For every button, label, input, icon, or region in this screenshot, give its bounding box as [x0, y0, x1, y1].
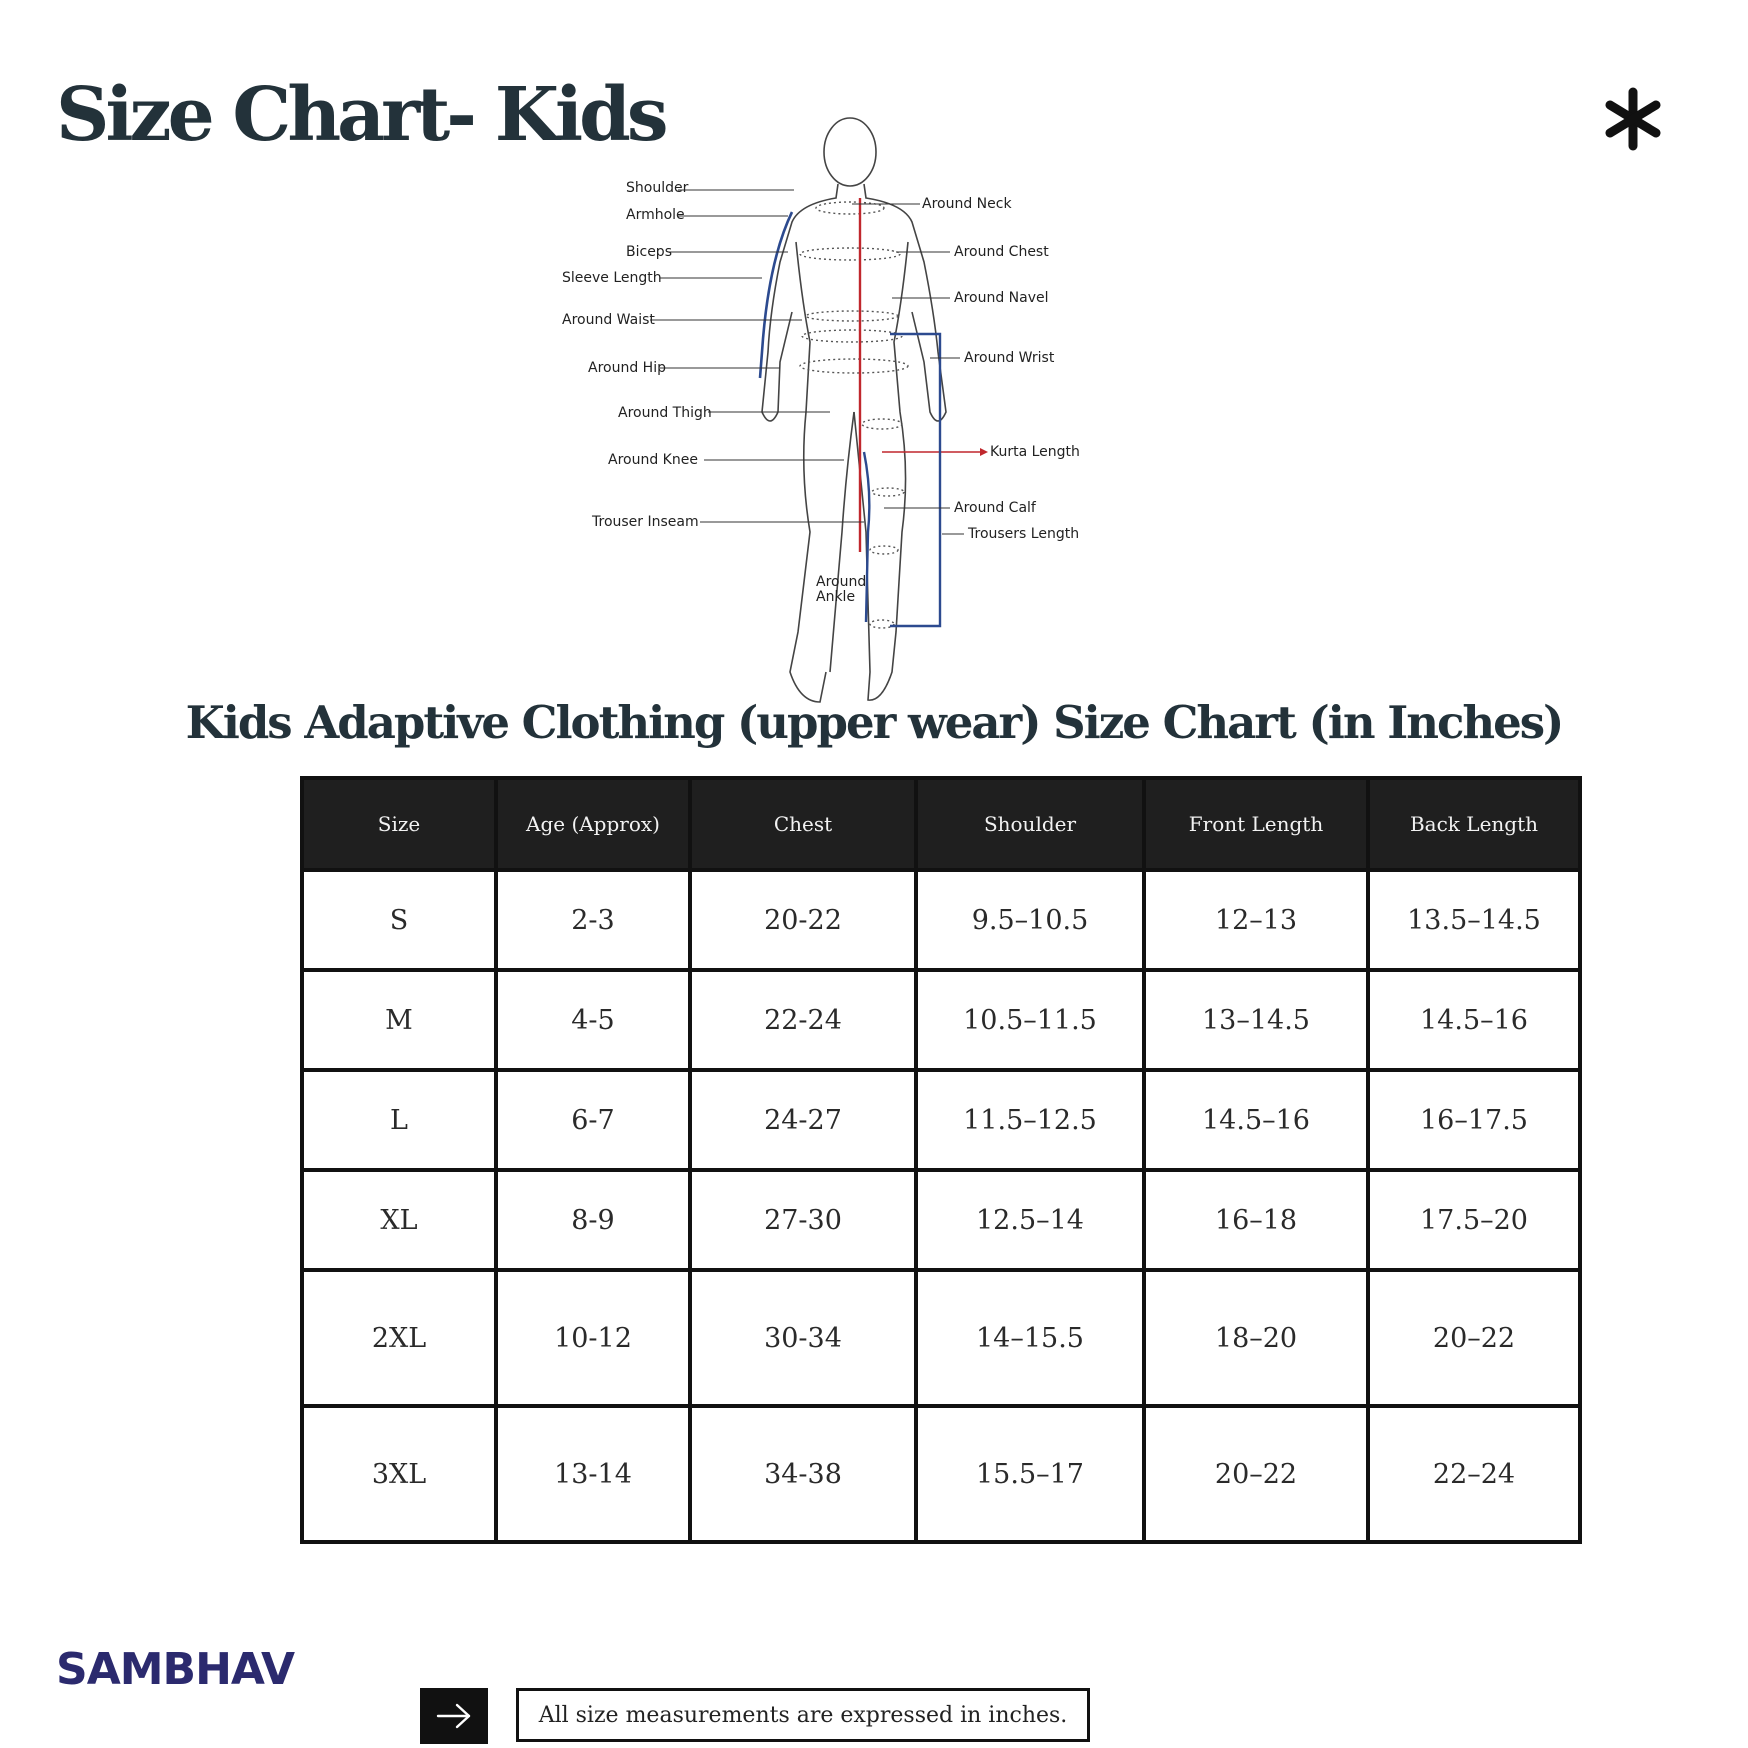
- body-outline: [762, 118, 946, 702]
- table-row: [302, 870, 1580, 970]
- label-around-navel: Around Navel: [954, 290, 1049, 306]
- cell-size: 3XL: [302, 1406, 496, 1542]
- cell-front-length: 12–13: [1144, 870, 1368, 970]
- cell-age: 10-12: [496, 1270, 690, 1406]
- arrow-right-icon: [435, 1701, 473, 1731]
- header-shoulder: Shoulder: [916, 778, 1144, 870]
- asterisk-icon: [1600, 86, 1666, 152]
- page-title: Size Chart- Kids: [56, 72, 665, 158]
- cell-back-length: 13.5–14.5: [1368, 870, 1580, 970]
- next-arrow-button[interactable]: [420, 1688, 488, 1744]
- label-trousers-length: Trousers Length: [968, 526, 1080, 542]
- cell-shoulder: 10.5–11.5: [916, 970, 1144, 1070]
- cell-back-length: 16–17.5: [1368, 1070, 1580, 1170]
- table-row: [302, 970, 1580, 1070]
- table-header-row: [302, 778, 1580, 870]
- label-armhole: Armhole: [626, 207, 685, 223]
- label-around-hip: Around Hip: [588, 360, 666, 376]
- cell-front-length: 14.5–16: [1144, 1070, 1368, 1170]
- cell-chest: 22-24: [690, 970, 916, 1070]
- cell-back-length: 20–22: [1368, 1270, 1580, 1406]
- cell-front-length: 13–14.5: [1144, 970, 1368, 1070]
- header-age: Age (Approx): [496, 778, 690, 870]
- header-size: Size: [302, 778, 496, 870]
- cell-size: 2XL: [302, 1270, 496, 1406]
- header-chest: Chest: [690, 778, 916, 870]
- label-sleeve-length: Sleeve Length: [562, 270, 662, 286]
- brand-logo: SAMBHAV: [56, 1644, 295, 1695]
- label-shoulder: Shoulder: [626, 180, 689, 196]
- cell-front-length: 20–22: [1144, 1406, 1368, 1542]
- measurement-note: All size measurements are expressed in inches.: [516, 1688, 1090, 1742]
- header-back-length: Back Length: [1368, 778, 1580, 870]
- header-front-length: Front Length: [1144, 778, 1368, 870]
- cell-age: 6-7: [496, 1070, 690, 1170]
- label-around-chest: Around Chest: [954, 244, 1049, 260]
- label-biceps: Biceps: [626, 244, 672, 260]
- cell-shoulder: 15.5–17: [916, 1406, 1144, 1542]
- cell-size: XL: [302, 1170, 496, 1270]
- cell-shoulder: 9.5–10.5: [916, 870, 1144, 970]
- label-around-knee: Around Knee: [608, 452, 698, 468]
- cell-front-length: 18–20: [1144, 1270, 1368, 1406]
- cell-age: 4-5: [496, 970, 690, 1070]
- cell-back-length: 14.5–16: [1368, 970, 1580, 1070]
- label-around-neck: Around Neck: [922, 196, 1012, 212]
- table-row: [302, 1406, 1580, 1542]
- cell-shoulder: 11.5–12.5: [916, 1070, 1144, 1170]
- table-title: Kids Adaptive Clothing (upper wear) Size Chart (in Inches): [185, 696, 1563, 749]
- cell-chest: 27-30: [690, 1170, 916, 1270]
- table-row: [302, 1070, 1580, 1170]
- label-kurta-length: Kurta Length: [990, 444, 1080, 460]
- cell-chest: 30-34: [690, 1270, 916, 1406]
- cell-size: S: [302, 870, 496, 970]
- label-around-ankle-1: Around: [816, 574, 867, 590]
- cell-back-length: 22–24: [1368, 1406, 1580, 1542]
- label-around-waist: Around Waist: [562, 312, 655, 328]
- label-trouser-inseam: Trouser Inseam: [592, 514, 699, 530]
- table-row: [302, 1270, 1580, 1406]
- cell-shoulder: 12.5–14: [916, 1170, 1144, 1270]
- cell-shoulder: 14–15.5: [916, 1270, 1144, 1406]
- body-measurement-figure: [562, 112, 1140, 712]
- cell-chest: 34-38: [690, 1406, 916, 1542]
- size-chart-table: [300, 776, 1582, 1544]
- label-around-thigh: Around Thigh: [618, 405, 712, 421]
- cell-back-length: 17.5–20: [1368, 1170, 1580, 1270]
- cell-age: 13-14: [496, 1406, 690, 1542]
- cell-age: 8-9: [496, 1170, 690, 1270]
- cell-chest: 24-27: [690, 1070, 916, 1170]
- cell-size: L: [302, 1070, 496, 1170]
- table-row: [302, 1170, 1580, 1270]
- cell-chest: 20-22: [690, 870, 916, 970]
- label-around-wrist: Around Wrist: [964, 350, 1055, 366]
- cell-age: 2-3: [496, 870, 690, 970]
- label-around-ankle-2: Ankle: [816, 589, 856, 605]
- cell-size: M: [302, 970, 496, 1070]
- cell-front-length: 16–18: [1144, 1170, 1368, 1270]
- label-around-calf: Around Calf: [954, 500, 1036, 516]
